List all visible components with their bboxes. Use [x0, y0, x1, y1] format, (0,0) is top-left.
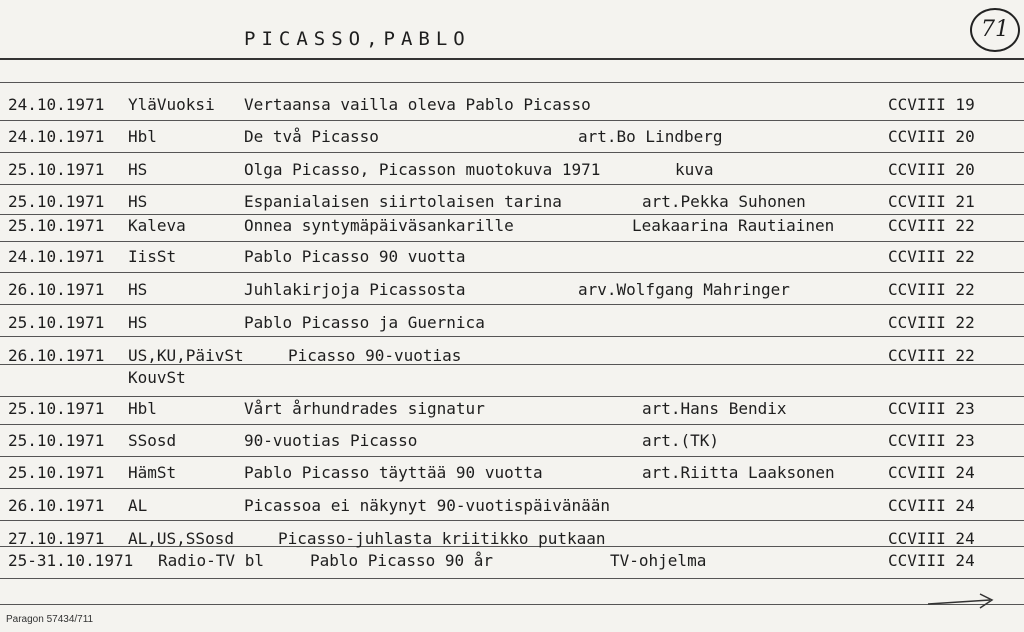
entry-title: Onnea syntymäpäiväsankarille	[244, 216, 514, 235]
row-divider	[0, 152, 1024, 153]
header-rule	[0, 58, 1024, 60]
row-divider	[0, 184, 1024, 185]
entry-source: AL,US,SSosd	[128, 529, 234, 548]
entry-title: De två Picasso	[244, 127, 379, 146]
entry-source: Radio-TV bl	[158, 551, 264, 570]
entry-source: US,KU,PäivSt	[128, 346, 244, 365]
continue-arrow-icon	[926, 590, 996, 614]
row-divider	[0, 304, 1024, 305]
card-title: PICASSO,PABLO	[244, 28, 471, 50]
entry-source: Kaleva	[128, 216, 186, 235]
entry-reference: CCVIII 22	[888, 216, 975, 235]
row-divider	[0, 336, 1024, 337]
entry-title: Vårt århundrades signatur	[244, 399, 485, 418]
entry-source: SSosd	[128, 431, 177, 450]
entry-title: Espanialaisen siirtolaisen tarina	[244, 192, 562, 211]
entry-source: IisSt	[128, 247, 177, 266]
entry-author: art.Pekka Suhonen	[642, 192, 806, 211]
header-rule-2	[0, 82, 1024, 83]
entry-author: kuva	[675, 160, 714, 179]
entry-author: arv.Wolfgang Mahringer	[578, 280, 790, 299]
entry-reference: CCVIII 23	[888, 431, 975, 450]
page-number: 71	[970, 8, 1020, 52]
entry-date: 26.10.1971	[8, 280, 105, 299]
entry-title: Olga Picasso, Picasson muotokuva 1971	[244, 160, 601, 179]
entry-date: 24.10.1971	[8, 247, 105, 266]
row-divider	[0, 520, 1024, 521]
entry-reference: CCVIII 21	[888, 192, 975, 211]
entry-title: Vertaansa vailla oleva Pablo Picasso	[244, 95, 591, 114]
entry-source: HS	[128, 280, 148, 299]
entry-source: YläVuoksi	[128, 95, 215, 114]
entry-source: Hbl	[128, 399, 157, 418]
entry-reference: CCVIII 24	[888, 551, 975, 570]
entry-author: art.Riitta Laaksonen	[642, 463, 835, 482]
entry-date: 24.10.1971	[8, 95, 105, 114]
entry-reference: CCVIII 24	[888, 463, 975, 482]
entry-reference: CCVIII 22	[888, 247, 975, 266]
entry-title: Pablo Picasso ja Guernica	[244, 313, 485, 332]
entry-reference: CCVIII 22	[888, 280, 975, 299]
entry-source: HS	[128, 192, 148, 211]
entry-source: HS	[128, 313, 148, 332]
entry-date: 25.10.1971	[8, 399, 105, 418]
entry-author: art.Hans Bendix	[642, 399, 787, 418]
row-divider	[0, 396, 1024, 397]
footer-rule	[0, 604, 1024, 605]
entry-source: AL	[128, 496, 148, 515]
entry-reference: CCVIII 20	[888, 127, 975, 146]
entry-source: Hbl	[128, 127, 157, 146]
entry-date: 25.10.1971	[8, 463, 105, 482]
entry-date: 25.10.1971	[8, 216, 105, 235]
entry-reference: CCVIII 24	[888, 529, 975, 548]
entry-date: 24.10.1971	[8, 127, 105, 146]
entry-date: 25.10.1971	[8, 313, 105, 332]
entry-title: Pablo Picasso 90 vuotta	[244, 247, 466, 266]
row-divider	[0, 424, 1024, 425]
entry-author: art.Bo Lindberg	[578, 127, 723, 146]
entry-reference: CCVIII 22	[888, 313, 975, 332]
row-divider	[0, 578, 1024, 579]
entry-date: 26.10.1971	[8, 496, 105, 515]
entry-reference: CCVIII 22	[888, 346, 975, 365]
entry-title: Pablo Picasso täyttää 90 vuotta	[244, 463, 543, 482]
entry-date: 26.10.1971	[8, 346, 105, 365]
row-divider	[0, 241, 1024, 242]
entry-title: Picasso 90-vuotias	[288, 346, 462, 365]
row-divider	[0, 120, 1024, 121]
entry-title: Juhlakirjoja Picassosta	[244, 280, 466, 299]
entry-source: HämSt	[128, 463, 177, 482]
footer-brand: Paragon 57434/711	[6, 614, 94, 625]
entry-source-continued: KouvSt	[128, 368, 186, 387]
entry-date: 25.10.1971	[8, 431, 105, 450]
entry-reference: CCVIII 19	[888, 95, 975, 114]
entry-date: 25-31.10.1971	[8, 551, 134, 570]
entry-title: 90-vuotias Picasso	[244, 431, 418, 450]
entry-reference: CCVIII 24	[888, 496, 975, 515]
entry-title: Picasso-juhlasta kriitikko putkaan	[278, 529, 606, 548]
entry-title: Picassoa ei näkynyt 90-vuotispäivänään	[244, 496, 611, 515]
entry-reference: CCVIII 23	[888, 399, 975, 418]
entry-title: Pablo Picasso 90 år	[310, 551, 494, 570]
entry-date: 25.10.1971	[8, 192, 105, 211]
entry-date: 27.10.1971	[8, 529, 105, 548]
entry-source: HS	[128, 160, 148, 179]
row-divider	[0, 488, 1024, 489]
entry-author: Leakaarina Rautiainen	[632, 216, 835, 235]
row-divider	[0, 214, 1024, 215]
entry-author: TV-ohjelma	[610, 551, 707, 570]
row-divider	[0, 272, 1024, 273]
entry-reference: CCVIII 20	[888, 160, 975, 179]
entry-date: 25.10.1971	[8, 160, 105, 179]
entry-author: art.(TK)	[642, 431, 720, 450]
row-divider	[0, 456, 1024, 457]
